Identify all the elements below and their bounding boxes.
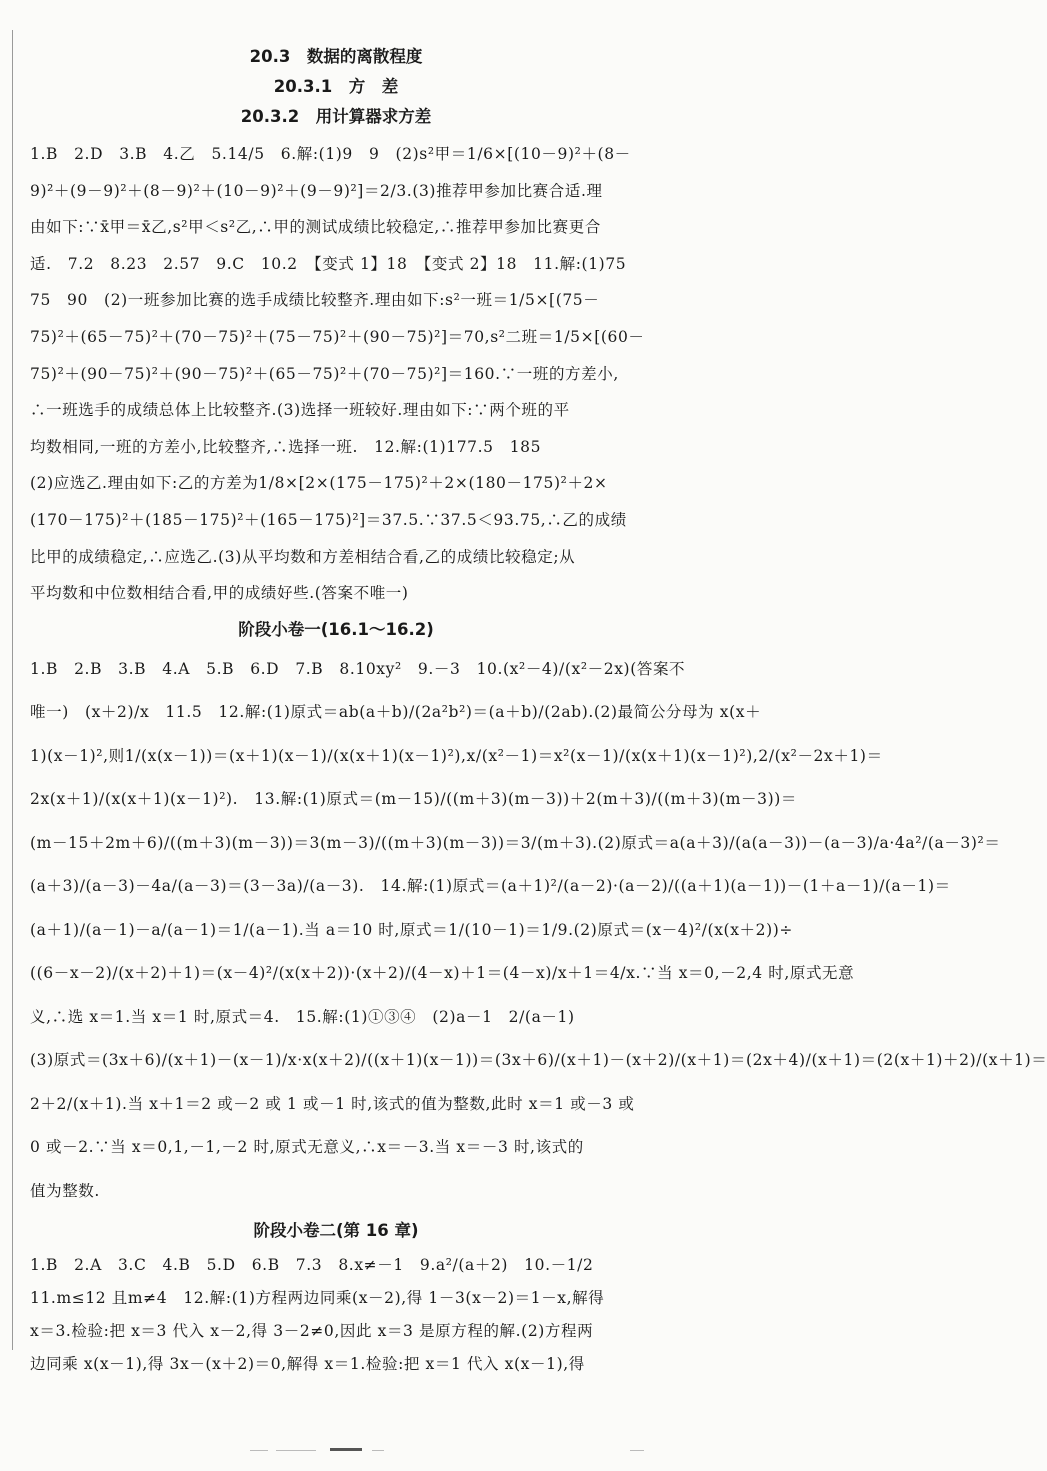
stage-quiz-2-heading: 阶段小卷二(第 16 章) [253, 1221, 419, 1241]
answer-line: 义,∴选 x＝1.当 x＝1 时,原式＝4. 15.解:(1)①③④ (2)a－1 2/(a－1) [30, 1007, 575, 1026]
answer-page [30, 42, 1047, 1381]
answer-line: (a＋3)/(a－3)－4a/(a－3)＝(3－3a)/(a－3). 14.解:(1)原式＝(a＋1)²/(a－2)·(a－2)/((a＋1)(a－1))－(1＋a－1)/(a－1)＝ [30, 877, 951, 896]
answer-line: 值为整数. [30, 1181, 100, 1200]
answer-line: 1.B 2.B 3.B 4.A 5.B 6.D 7.B 8.10xy² 9.－3 10.(x²－4)/(x²－2x)(答案不 [30, 659, 686, 678]
left-margin-rule [12, 30, 13, 1350]
answer-line: (3)原式＝(3x＋6)/(x＋1)－(x－1)/x·x(x＋2)/((x＋1)(x－1))＝(3x＋6)/(x＋1)－(x＋2)/(x＋1)＝(2x＋4)/(x＋1)＝(2(x＋1)＋2)/(x＋1)＝ [30, 1051, 1047, 1070]
answer-line: 9)²＋(9－9)²＋(8－9)²＋(10－9)²＋(9－9)²]＝2/3.(3)推荐甲参加比赛合适.理 [30, 181, 603, 200]
answer-line: 1.B 2.D 3.B 4.乙 5.14/5 6.解:(1)9 9 (2)s²甲＝1/6×[(10－9)²＋(8－ [30, 145, 631, 163]
answer-line: x＝3.检验:把 x＝3 代入 x－2,得 3－2≠0,因此 x＝3 是原方程的解.(2)方程两 [30, 1322, 594, 1341]
answers-stage-quiz-2 [30, 1249, 642, 1381]
answer-line: ((6－x－2)/(x＋2)＋1)＝(x－4)²/(x(x＋2))·(x＋2)/(4－x)＋1＝(4－x)/x＋1＝4/x.∵当 x＝0,－2,4 时,原式无意 [30, 964, 855, 983]
answer-line: 1)(x－1)²,则1/(x(x－1))＝(x＋1)(x－1)/(x(x＋1)(x－1)²),x/(x²－1)＝x²(x－1)/(x(x＋1)(x－1)²),2/(x²－2x＋1)＝ [30, 746, 883, 765]
subsection-heading-20-3-2: 20.3.2 用计算器求方差 [240, 107, 432, 126]
answers-20-3 [30, 136, 645, 612]
answer-line: 75)²＋(65－75)²＋(70－75)²＋(75－75)²＋(90－75)²]＝70,s²二班＝1/5×[(60－ [30, 327, 645, 346]
answer-line: 2x(x＋1)/(x(x＋1)(x－1)²). 13.解:(1)原式＝(m－15)/((m＋3)(m－3))＋2(m＋3)/((m＋3)(m－3))＝ [30, 790, 797, 809]
answer-line: 0 或－2.∵当 x＝0,1,－1,－2 时,原式无意义,∴x＝－3.当 x＝－3 时,该式的 [30, 1138, 584, 1157]
answer-line: (2)应选乙.理由如下:乙的方差为1/8×[2×(175－175)²＋2×(180－175)²＋2× [30, 474, 608, 493]
answer-line: 1.B 2.A 3.C 4.B 5.D 6.B 7.3 8.x≠－1 9.a²/(a＋2) 10.－1/2 [30, 1256, 594, 1275]
subsection-heading-20-3-1: 20.3.1 方 差 [273, 77, 399, 96]
answer-line: 边同乘 x(x－1),得 3x－(x＋2)＝0,解得 x＝1.检验:把 x＝1 代入 x(x－1),得 [30, 1355, 585, 1374]
answer-line: ∴一班选手的成绩总体上比较整齐.(3)选择一班较好.理由如下:∵两个班的平 [30, 401, 570, 420]
answer-line: 2＋2/(x＋1).当 x＋1＝2 或－2 或 1 或－1 时,该式的值为整数,此时 x＝1 或－3 或 [30, 1094, 635, 1113]
answer-line: 平均数和中位数相结合看,甲的成绩好些.(答案不唯一) [30, 584, 409, 603]
answer-line: 适. 7.2 8.23 2.57 9.C 10.2 【变式 1】18 【变式 2】18 11.解:(1)75 [30, 254, 627, 273]
answer-line: (a＋1)/(a－1)－a/(a－1)＝1/(a－1).当 a＝10 时,原式＝1/(10－1)＝1/9.(2)原式＝(x－4)²/(x(x＋2))÷ [30, 920, 793, 939]
stage-quiz-1-heading: 阶段小卷一(16.1～16.2) [238, 619, 434, 639]
answer-line: 比甲的成绩稳定,∴应选乙.(3)从平均数和方差相结合看,乙的成绩比较稳定;从 [30, 547, 576, 566]
answer-line: (170－175)²＋(185－175)²＋(165－175)²]＝37.5.∵37.5＜93.75,∴乙的成绩 [30, 510, 627, 529]
answer-line: 11.m≤12 且m≠4 12.解:(1)方程两边同乘(x－2),得 1－3(x－2)＝1－x,解得 [30, 1289, 605, 1308]
answer-line: 75)²＋(90－75)²＋(90－75)²＋(65－75)²＋(70－75)²]＝160.∵一班的方差小, [30, 364, 619, 383]
answer-line: 均数相同,一班的方差小,比较整齐,∴选择一班. 12.解:(1)177.5 185 [30, 437, 542, 456]
answer-line: 75 90 (2)一班参加比赛的选手成绩比较整齐.理由如下:s²一班＝1/5×[(75－ [30, 291, 600, 310]
answer-line: 唯一) (x＋2)/x 11.5 12.解:(1)原式＝ab(a＋b)/(2a²b²)＝(a＋b)/(2ab).(2)最简公分母为 x(x＋ [30, 703, 762, 722]
answers-stage-quiz-1 [30, 648, 1047, 1214]
answer-line: 由如下:∵x̄甲＝x̄乙,s²甲＜s²乙,∴甲的测试成绩比较稳定,∴推荐甲参加比赛更合 [30, 218, 601, 237]
section-heading-20-3: 20.3 数据的离散程度 [249, 47, 423, 66]
footer-decoration [250, 1448, 650, 1454]
answer-line: (m－15＋2m＋6)/((m＋3)(m－3))＝3(m－3)/((m＋3)(m－3))＝3/(m＋3).(2)原式＝a(a＋3)/(a(a－3))－(a－3)/a·4a²/(a－3)²＝ [30, 833, 1001, 852]
